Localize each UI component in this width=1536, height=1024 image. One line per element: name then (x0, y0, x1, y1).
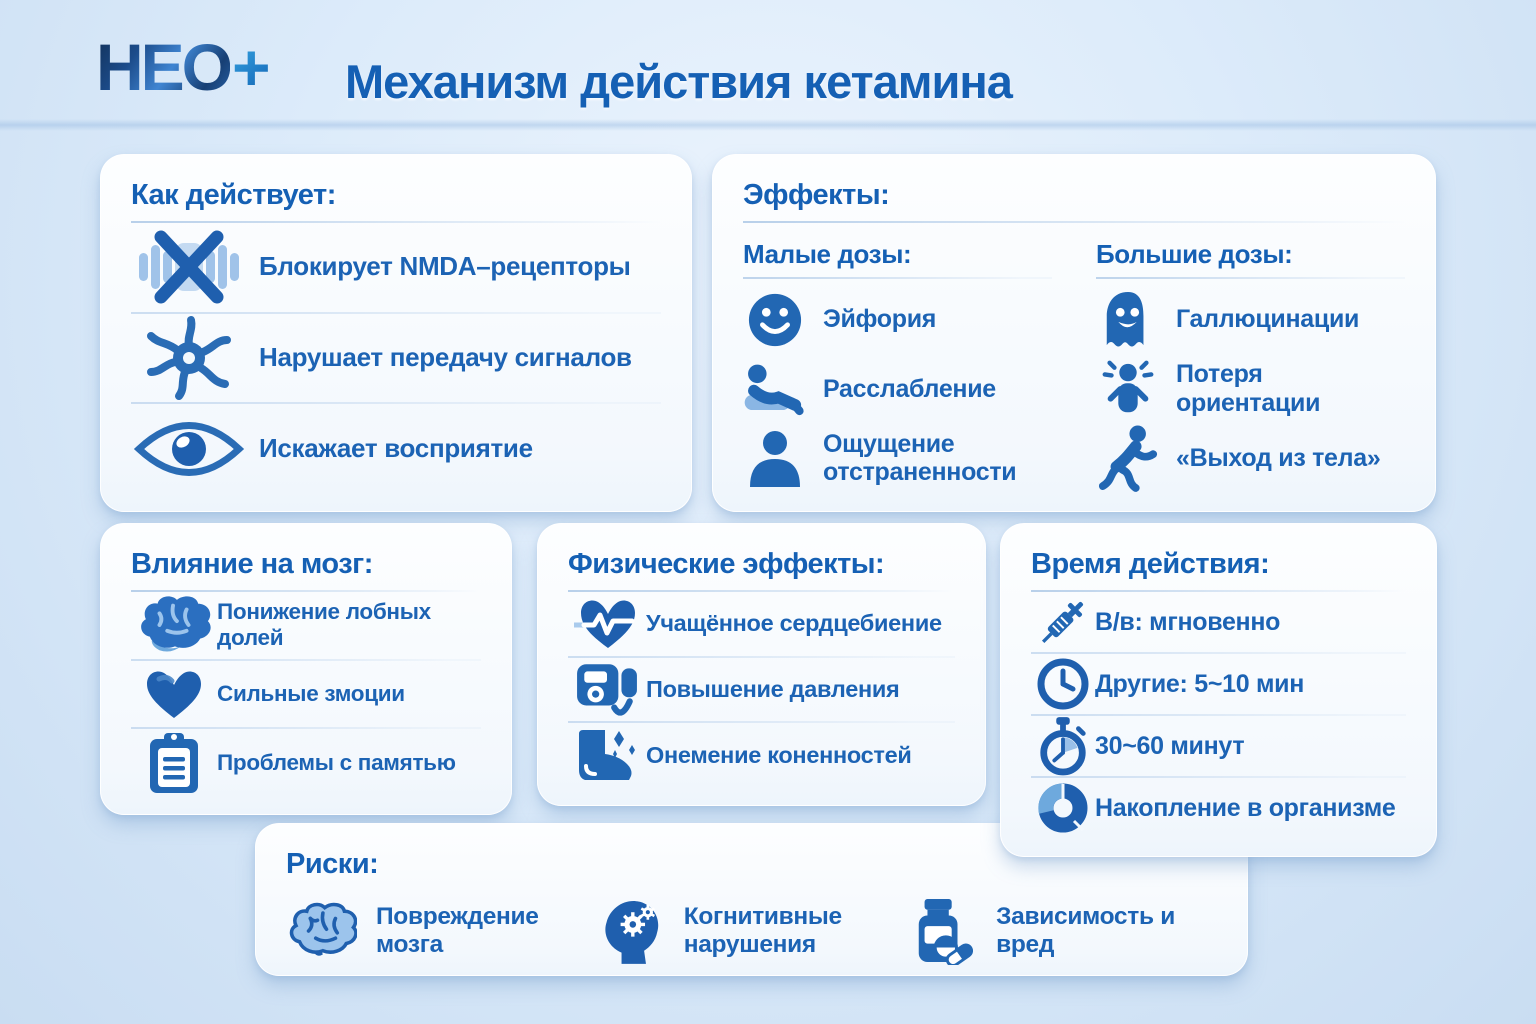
column-title: Малые дозы: (743, 239, 912, 269)
column-small-doses (743, 239, 1052, 493)
list-item-label: Повреждение мозга (376, 902, 539, 958)
list-item-label: В/в: мгновенно (1095, 607, 1281, 636)
logo-plus-icon: + (232, 30, 268, 104)
list-item-label: Онемение коненностей (646, 741, 912, 768)
relaxing-person-icon (743, 358, 807, 420)
card-physical-effects (537, 523, 986, 806)
list-item-label: Понижение лобных долей (217, 599, 431, 651)
list-item-label: «Выход из тела» (1176, 443, 1381, 472)
blood-pressure-icon (568, 660, 646, 720)
list-item (1031, 778, 1406, 838)
brain-icon (131, 594, 217, 656)
card-timing (1000, 523, 1437, 857)
list-item (906, 897, 1217, 965)
smiley-icon (743, 292, 807, 348)
card-how-it-works (100, 154, 692, 512)
list-item (131, 592, 481, 659)
list-item (1096, 285, 1405, 354)
list-item (1031, 654, 1406, 714)
list-item (568, 658, 955, 722)
list-item (131, 661, 481, 728)
list-item-label: 30~60 минут (1095, 731, 1245, 760)
pill-bottle-icon (906, 897, 978, 965)
neo-plus-logo (96, 30, 268, 104)
list-item-label: Сильные змоции (217, 681, 405, 707)
clipboard-icon (131, 731, 217, 795)
column-large-doses (1096, 239, 1405, 493)
page-title: Механизм действия кетамина (345, 55, 1012, 108)
card-brain-influence (100, 523, 512, 815)
list-item (743, 285, 1052, 354)
list-item (131, 729, 481, 796)
list-item-label: Проблемы с памятью (217, 749, 456, 775)
ghost-icon (1096, 290, 1160, 350)
blocked-receptor-icon (131, 225, 247, 309)
eye-icon (131, 416, 247, 482)
list-item-label: Эйфория (823, 305, 937, 334)
card-title: Время действия: (1031, 548, 1270, 580)
list-item (131, 314, 661, 403)
list-item-label: Когнитивные нарушения (683, 902, 842, 958)
list-item (131, 223, 661, 312)
list-item-label: Блокирует NMDA–рецепторы (259, 251, 631, 282)
list-item-label: Ощущение отстраненности (823, 429, 1017, 487)
neuron-icon (131, 314, 247, 402)
card-title: Как действует: (131, 179, 336, 211)
card-effects (712, 154, 1436, 512)
head-gears-icon (594, 896, 666, 966)
donut-chart-icon (1031, 782, 1095, 834)
list-item (286, 902, 594, 960)
heart-icon (131, 668, 217, 720)
divider (0, 119, 1536, 131)
list-item-label: Нарушает передачу сигналов (259, 342, 632, 373)
person-bust-icon (743, 428, 807, 488)
stopwatch-icon (1031, 716, 1095, 776)
list-item (568, 592, 955, 656)
card-title: Физические эффекты: (568, 548, 885, 580)
list-item-label: Искажает восприятие (259, 432, 533, 463)
list-item-label: Галлюцинации (1176, 305, 1360, 334)
list-item (131, 404, 661, 493)
list-item (1031, 716, 1406, 776)
logo-text: НЕО (96, 30, 231, 104)
syringe-icon (1031, 593, 1095, 651)
list-item (743, 424, 1052, 493)
list-item (594, 896, 906, 966)
numb-foot-icon (568, 726, 646, 784)
list-item (1096, 424, 1405, 493)
list-item (1096, 354, 1405, 423)
floating-person-icon (1096, 424, 1160, 492)
list-item-label: Потеря ориентации (1176, 360, 1321, 417)
column-title: Большие дозы: (1096, 239, 1293, 269)
card-title: Эффекты: (743, 179, 890, 211)
list-item-label: Повышение давления (646, 676, 900, 702)
heartbeat-icon (568, 595, 646, 653)
card-title: Риски: (286, 848, 379, 880)
card-title: Влияние на мозг: (131, 548, 373, 580)
list-item (743, 354, 1052, 423)
list-item-label: Учащённое сердцебиение (646, 610, 942, 637)
list-item-label: Накопление в организме (1095, 793, 1396, 822)
list-item (568, 723, 955, 787)
disoriented-person-icon (1096, 358, 1160, 420)
list-item-label: Зависимость и вред (996, 902, 1175, 958)
list-item-label: Расслабление (823, 374, 996, 403)
list-item (1031, 592, 1406, 652)
clock-icon (1031, 658, 1095, 710)
damaged-brain-icon (286, 902, 358, 960)
list-item-label: Другие: 5~10 мин (1095, 669, 1305, 698)
